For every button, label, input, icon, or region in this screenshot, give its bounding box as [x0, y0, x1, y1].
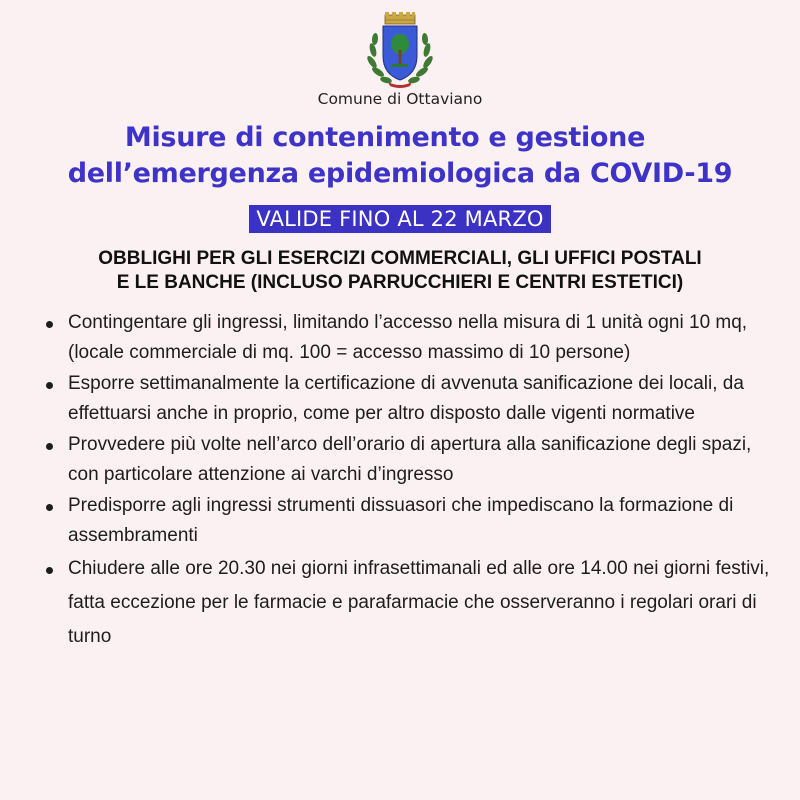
- validity-banner-container: [0, 205, 800, 233]
- section-heading: [0, 247, 800, 295]
- rules-list: [0, 308, 800, 654]
- section-heading-line-1: OBBLIGHI PER GLI ESERCIZI COMMERCIALI, GLI UFFICI POSTALI: [98, 248, 702, 269]
- validity-banner: VALIDE FINO AL 22 MARZO: [249, 205, 550, 233]
- rule-item: Contingentare gli ingressi, limitando l’accesso nella misura di 1 unità ogni 10 mq, (locale commerciale di mq. 100 = accesso massimo di 10 persone): [0, 308, 800, 368]
- crown: [385, 12, 415, 24]
- page-title-line-2: dell’emergenza epidemiologica da COVID-19: [67, 158, 733, 189]
- page-title-line-1: Misure di contenimento e gestione: [124, 122, 646, 153]
- rule-item: Predisporre agli ingressi strumenti dissuasori che impediscano la formazione di assembramenti: [0, 491, 800, 551]
- municipality-name: Comune di Ottaviano: [317, 90, 483, 108]
- rule-item: Provvedere più volte nell’arco dell’orario di apertura alla sanificazione degli spazi, con particolare attenzione ai varchi d’ingresso: [0, 430, 800, 490]
- municipal-crest-icon: [364, 10, 436, 88]
- rule-item: Esporre settimanalmente la certificazione di avvenuta sanificazione dei locali, da effettuarsi anche in proprio, come per altro disposto dalle vigenti normative: [0, 369, 800, 429]
- page-title: [0, 120, 800, 192]
- section-heading-line-2: E LE BANCHE (INCLUSO PARRUCCHIERI E CENTRI ESTETICI): [116, 272, 684, 293]
- rule-item: Chiudere alle ore 20.30 nei giorni infrasettimanali ed alle ore 14.00 nei giorni festivi, fatta eccezione per le farmacie e parafarmacie che osserveranno i regolari orari di turno: [0, 552, 800, 654]
